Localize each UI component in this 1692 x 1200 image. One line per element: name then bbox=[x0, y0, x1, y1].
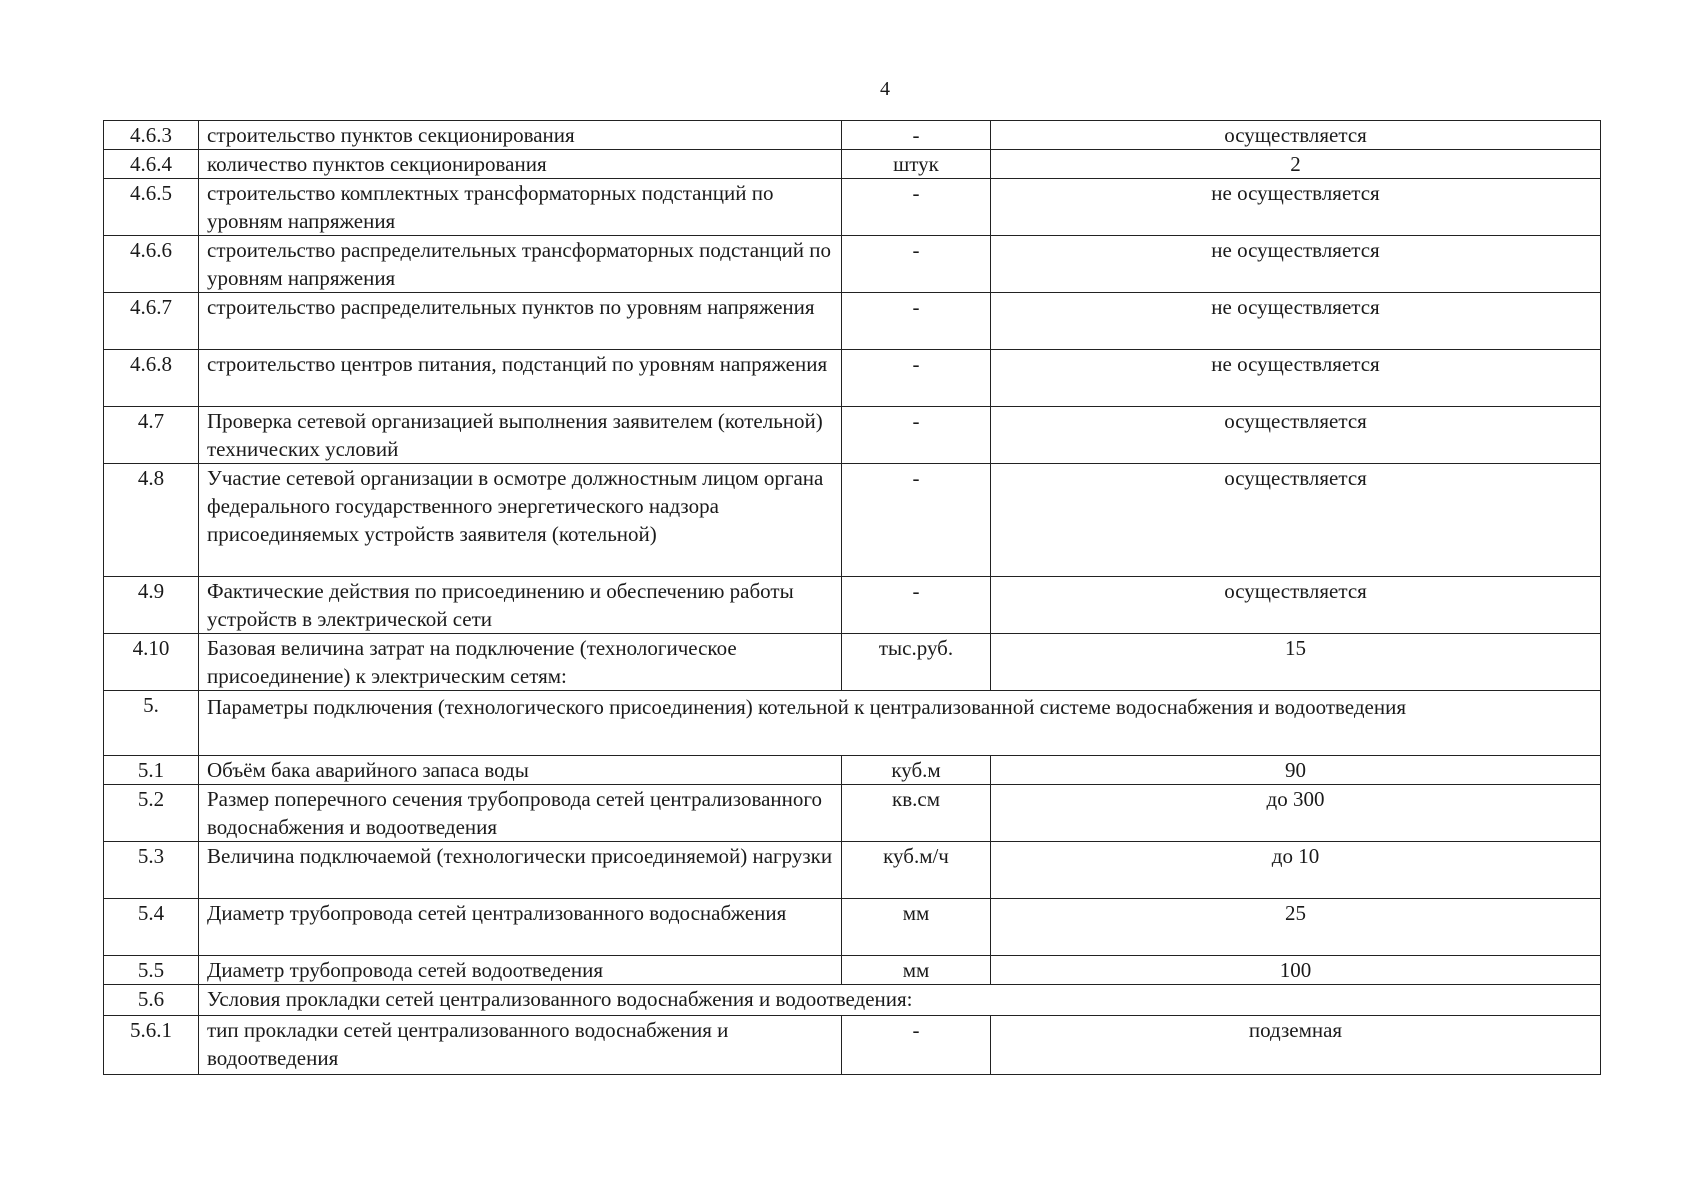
row-unit: - bbox=[842, 350, 991, 407]
row-description: Проверка сетевой организацией выполнения заявителем (котельной) технических условий bbox=[199, 407, 842, 464]
row-description: Объём бака аварийного запаса воды bbox=[199, 756, 842, 785]
row-number: 5.1 bbox=[104, 756, 199, 785]
row-unit: куб.м/ч bbox=[842, 842, 991, 899]
table-row bbox=[104, 150, 1601, 179]
row-number: 5.5 bbox=[104, 956, 199, 985]
row-description: строительство комплектных трансформаторных подстанций по уровням напряжения bbox=[199, 179, 842, 236]
table-row bbox=[104, 756, 1601, 785]
row-description: Базовая величина затрат на подключение (технологическое присоединение) к электрическим сетям: bbox=[199, 634, 842, 691]
row-description: строительство распределительных пунктов по уровням напряжения bbox=[199, 293, 842, 350]
row-value: 100 bbox=[991, 956, 1601, 985]
row-number: 5.6.1 bbox=[104, 1016, 199, 1075]
row-number: 4.6.3 bbox=[104, 121, 199, 150]
table-row bbox=[104, 179, 1601, 236]
table-row bbox=[104, 407, 1601, 464]
row-value: осуществляется bbox=[991, 577, 1601, 634]
row-description: Величина подключаемой (технологически присоединяемой) нагрузки bbox=[199, 842, 842, 899]
row-unit: - bbox=[842, 1016, 991, 1075]
section-heading: Условия прокладки сетей централизованного водоснабжения и водоотведения: bbox=[199, 985, 1601, 1016]
row-unit: штук bbox=[842, 150, 991, 179]
row-number: 4.6.7 bbox=[104, 293, 199, 350]
row-number: 5. bbox=[104, 691, 199, 756]
row-number: 4.6.5 bbox=[104, 179, 199, 236]
row-unit: тыс.руб. bbox=[842, 634, 991, 691]
row-value: не осуществляется bbox=[991, 236, 1601, 293]
row-number: 4.7 bbox=[104, 407, 199, 464]
row-value: 90 bbox=[991, 756, 1601, 785]
row-description: Диаметр трубопровода сетей водоотведения bbox=[199, 956, 842, 985]
row-value: осуществляется bbox=[991, 407, 1601, 464]
row-description: тип прокладки сетей централизованного водоснабжения и водоотведения bbox=[199, 1016, 842, 1075]
row-unit: - bbox=[842, 293, 991, 350]
row-description: количество пунктов секционирования bbox=[199, 150, 842, 179]
table-row bbox=[104, 293, 1601, 350]
row-description: строительство распределительных трансформаторных подстанций по уровням напряжения bbox=[199, 236, 842, 293]
row-description: Фактические действия по присоединению и обеспечению работы устройств в электрической сети bbox=[199, 577, 842, 634]
row-unit: мм bbox=[842, 956, 991, 985]
row-number: 5.4 bbox=[104, 899, 199, 956]
table-row bbox=[104, 899, 1601, 956]
row-number: 4.6.4 bbox=[104, 150, 199, 179]
row-unit: кв.см bbox=[842, 785, 991, 842]
table-row bbox=[104, 842, 1601, 899]
row-unit: куб.м bbox=[842, 756, 991, 785]
table-row bbox=[104, 634, 1601, 691]
table-row bbox=[104, 121, 1601, 150]
row-unit: - bbox=[842, 407, 991, 464]
section-heading: Параметры подключения (технологического присоединения) котельной к централизованной системе водоснабжения и водоотведения bbox=[199, 691, 1601, 756]
row-description: Участие сетевой организации в осмотре должностным лицом органа федерального государственного энергетического надзора присоединяемых устройств заявителя (котельной) bbox=[199, 464, 842, 577]
row-number: 5.6 bbox=[104, 985, 199, 1016]
table-row bbox=[104, 236, 1601, 293]
section-heading-row bbox=[104, 985, 1601, 1016]
row-value: до 10 bbox=[991, 842, 1601, 899]
table-row bbox=[104, 956, 1601, 985]
row-value: подземная bbox=[991, 1016, 1601, 1075]
parameters-table bbox=[103, 120, 1601, 1075]
row-number: 5.2 bbox=[104, 785, 199, 842]
table-row bbox=[104, 577, 1601, 634]
row-value: до 300 bbox=[991, 785, 1601, 842]
row-description: строительство пунктов секционирования bbox=[199, 121, 842, 150]
row-value: не осуществляется bbox=[991, 179, 1601, 236]
row-unit: - bbox=[842, 236, 991, 293]
row-number: 4.6.8 bbox=[104, 350, 199, 407]
row-description: строительство центров питания, подстанций по уровням напряжения bbox=[199, 350, 842, 407]
row-number: 4.8 bbox=[104, 464, 199, 577]
row-value: не осуществляется bbox=[991, 350, 1601, 407]
section-heading-row bbox=[104, 691, 1601, 756]
row-value: 25 bbox=[991, 899, 1601, 956]
row-value: 2 bbox=[991, 150, 1601, 179]
row-value: 15 bbox=[991, 634, 1601, 691]
row-unit: - bbox=[842, 179, 991, 236]
row-number: 4.9 bbox=[104, 577, 199, 634]
row-number: 4.6.6 bbox=[104, 236, 199, 293]
row-number: 4.10 bbox=[104, 634, 199, 691]
row-description: Диаметр трубопровода сетей централизованного водоснабжения bbox=[199, 899, 842, 956]
table-row bbox=[104, 350, 1601, 407]
row-unit: - bbox=[842, 464, 991, 577]
row-number: 5.3 bbox=[104, 842, 199, 899]
page-number: 4 bbox=[880, 78, 890, 100]
row-unit: мм bbox=[842, 899, 991, 956]
table-row bbox=[104, 464, 1601, 577]
row-value: осуществляется bbox=[991, 464, 1601, 577]
row-unit: - bbox=[842, 121, 991, 150]
table-row bbox=[104, 1016, 1601, 1075]
row-value: не осуществляется bbox=[991, 293, 1601, 350]
table-row bbox=[104, 785, 1601, 842]
row-value: осуществляется bbox=[991, 121, 1601, 150]
row-unit: - bbox=[842, 577, 991, 634]
row-description: Размер поперечного сечения трубопровода сетей централизованного водоснабжения и водоотведения bbox=[199, 785, 842, 842]
